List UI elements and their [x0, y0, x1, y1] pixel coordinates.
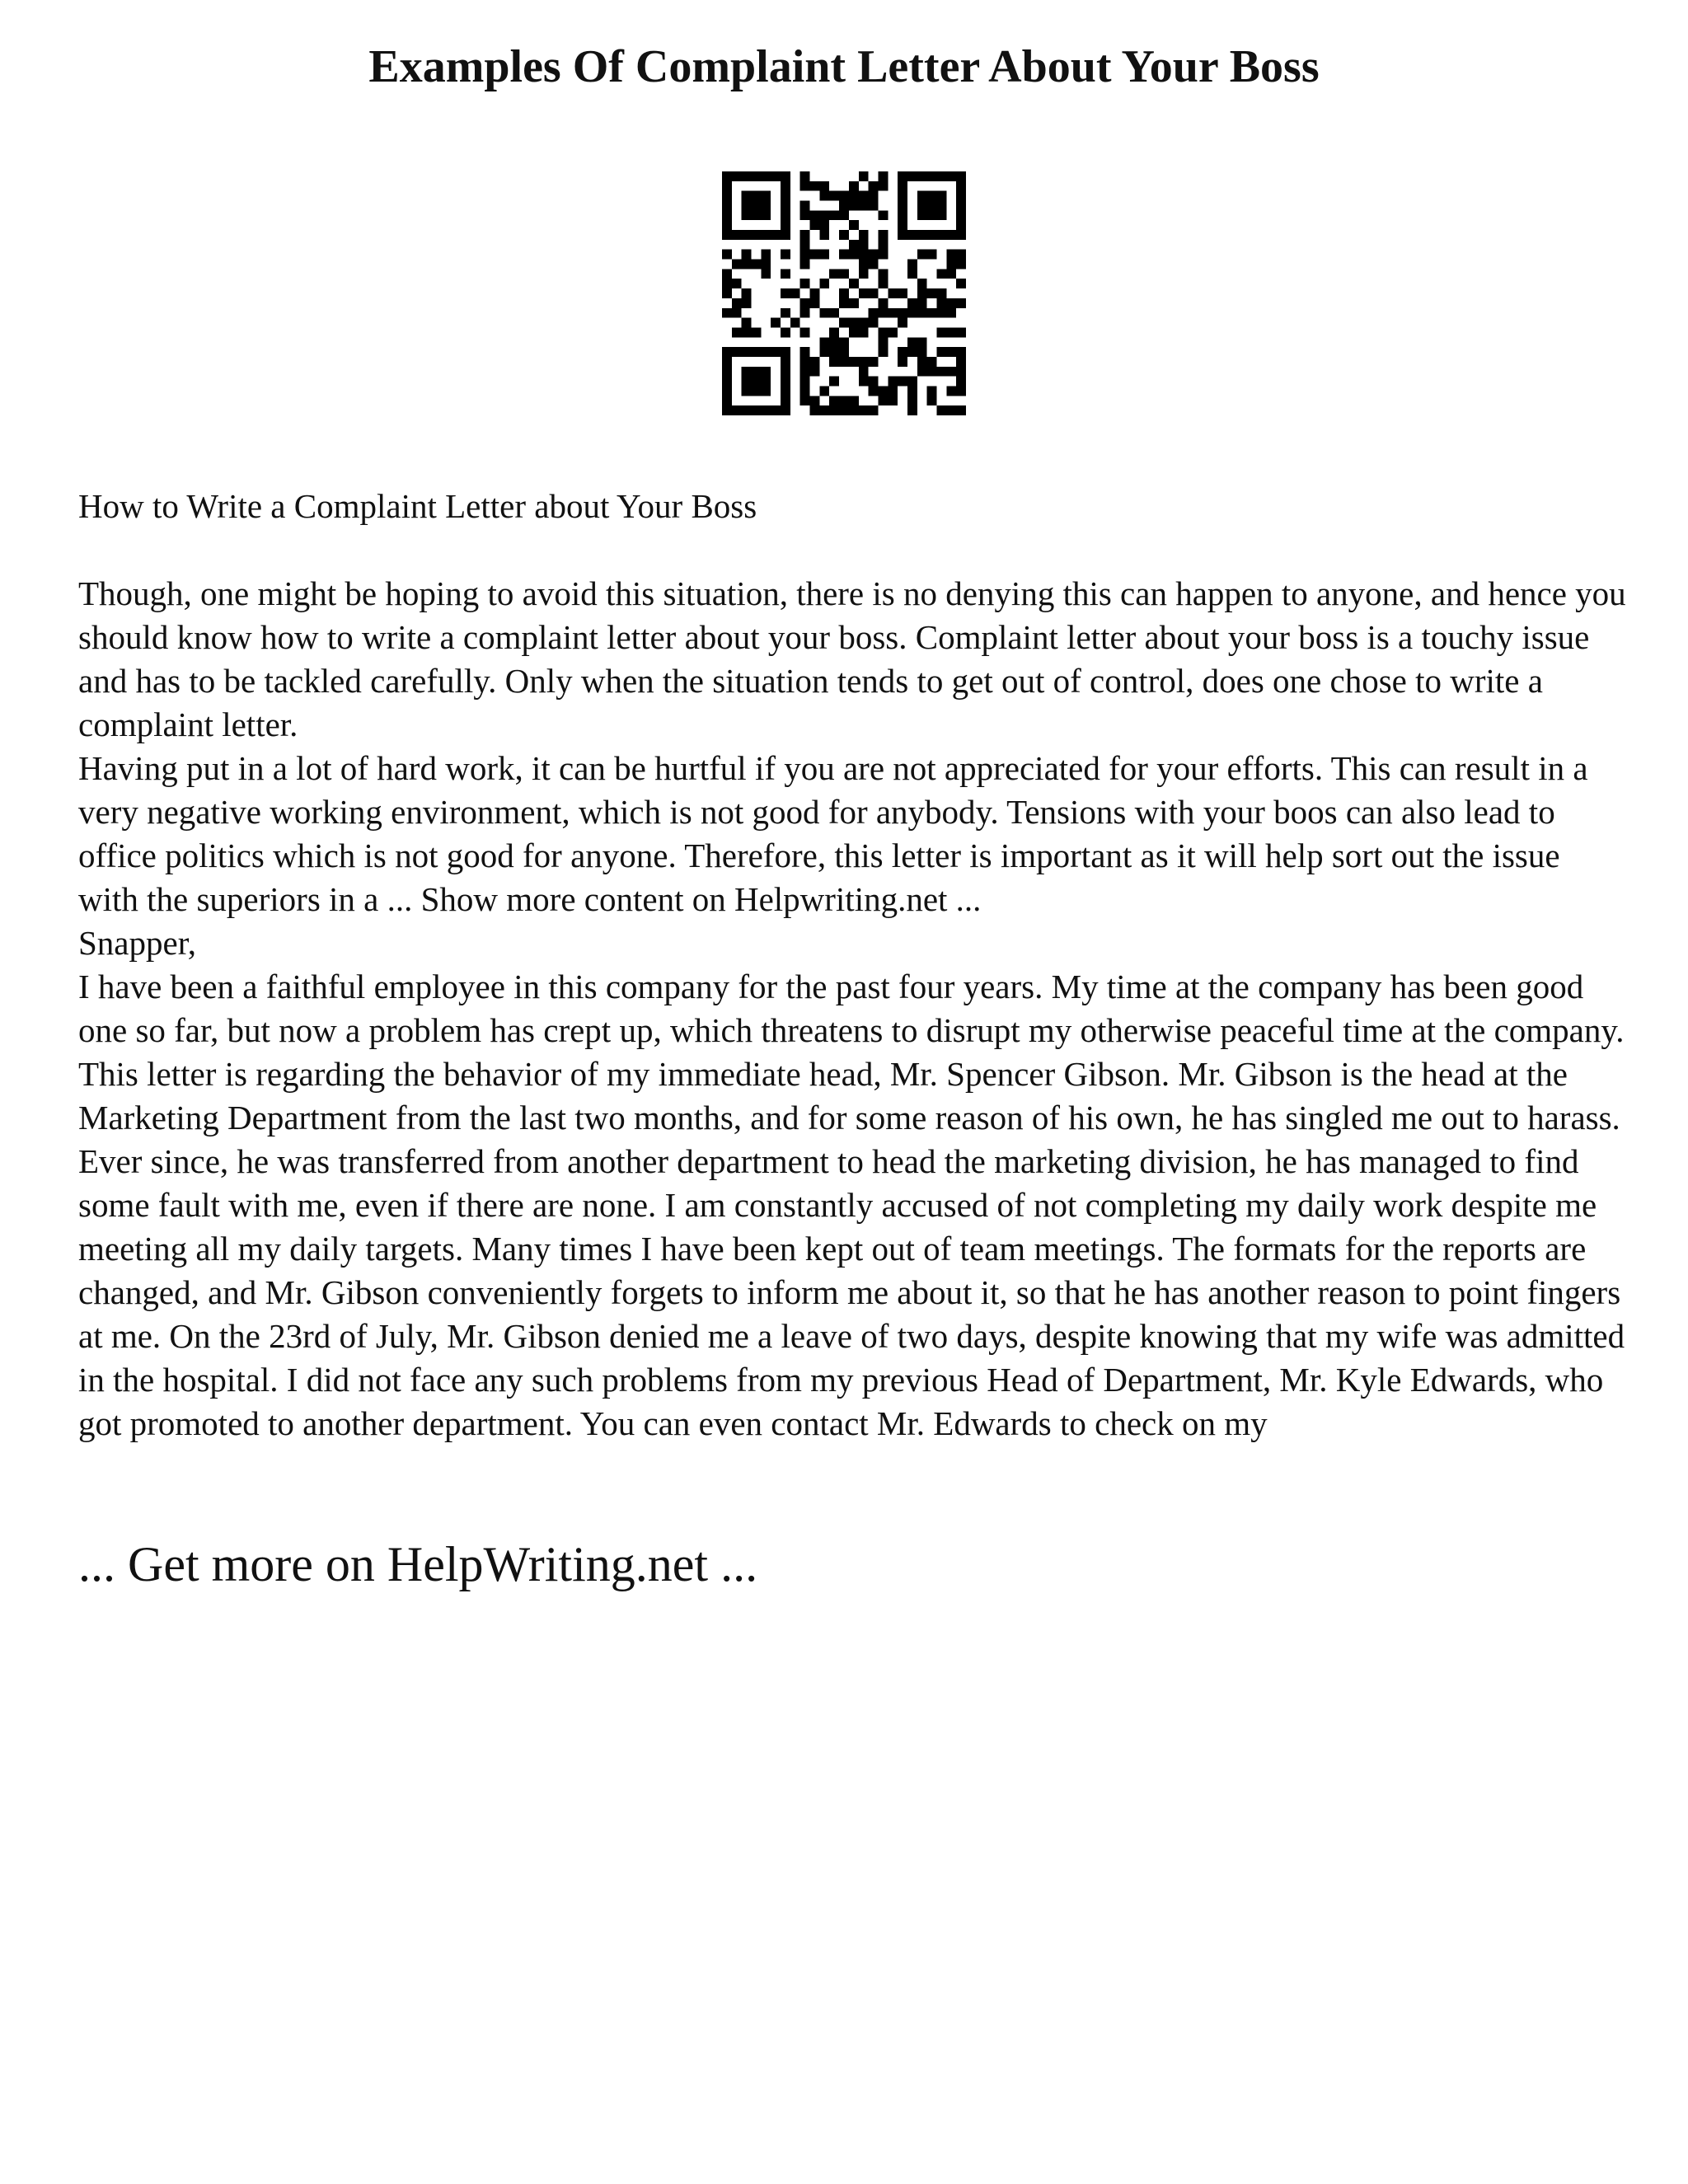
qr-module	[936, 308, 946, 318]
qr-module	[829, 337, 839, 347]
qr-module	[742, 250, 752, 260]
qr-module	[800, 377, 810, 387]
qr-module	[927, 386, 937, 396]
qr-module	[946, 260, 956, 269]
qr-module	[800, 386, 810, 396]
qr-module	[907, 298, 917, 308]
qr-module	[859, 327, 869, 337]
qr-module	[878, 250, 888, 260]
qr-code-icon	[722, 171, 966, 415]
qr-module	[849, 396, 859, 405]
bottom-left-finder	[722, 357, 732, 405]
qr-module	[819, 308, 829, 318]
qr-module	[839, 288, 849, 298]
top-right-finder	[898, 171, 966, 181]
qr-module	[839, 318, 849, 328]
qr-module	[859, 250, 869, 260]
qr-module	[732, 260, 742, 269]
bottom-left-finder	[722, 347, 790, 357]
qr-module	[936, 269, 946, 279]
qr-module	[790, 288, 800, 298]
qr-module	[907, 260, 917, 269]
qr-module	[839, 250, 849, 260]
qr-module	[839, 191, 849, 201]
qr-module	[927, 250, 937, 260]
qr-module	[956, 386, 966, 396]
timing-module	[878, 230, 888, 240]
qr-module	[917, 308, 927, 318]
qr-module	[800, 347, 810, 357]
qr-module	[849, 240, 859, 250]
top-left-finder	[722, 181, 732, 230]
qr-module	[819, 279, 829, 288]
qr-module	[859, 288, 869, 298]
qr-module	[859, 260, 869, 269]
qr-module	[810, 396, 820, 405]
qr-module	[742, 288, 752, 298]
page-title: Examples Of Complaint Letter About Your Boss	[368, 41, 1320, 92]
qr-module	[946, 250, 956, 260]
qr-module	[869, 405, 879, 415]
qr-module	[859, 240, 869, 250]
qr-module	[917, 367, 927, 377]
qr-module	[819, 347, 829, 357]
qr-module	[839, 201, 849, 211]
qr-module	[849, 191, 859, 201]
qr-module	[917, 279, 927, 288]
qr-module	[878, 327, 888, 337]
qr-module	[839, 396, 849, 405]
qr-module	[917, 357, 927, 367]
qr-module	[839, 269, 849, 279]
qr-module	[888, 386, 898, 396]
qr-module	[829, 347, 839, 357]
qr-module	[800, 181, 810, 191]
qr-module	[956, 250, 966, 260]
bottom-left-finder	[722, 405, 790, 415]
qr-module	[829, 191, 839, 201]
qr-module	[878, 347, 888, 357]
qr-module	[859, 191, 869, 201]
qr-module	[722, 279, 732, 288]
qr-module	[849, 201, 859, 211]
qr-module	[869, 357, 879, 367]
qr-module	[946, 327, 956, 337]
qr-module	[810, 210, 820, 220]
qr-module	[917, 288, 927, 298]
qr-module	[800, 240, 810, 250]
qr-module	[878, 171, 888, 181]
qr-module	[849, 318, 859, 328]
qr-module	[956, 279, 966, 288]
qr-module	[869, 288, 879, 298]
qr-module	[722, 308, 732, 318]
qr-module	[771, 318, 781, 328]
qr-module	[907, 377, 917, 387]
qr-module	[898, 308, 907, 318]
qr-module	[800, 396, 810, 405]
qr-module	[761, 250, 771, 260]
timing-module	[859, 230, 869, 240]
qr-module	[917, 337, 927, 347]
qr-module	[878, 181, 888, 191]
timing-module	[781, 327, 790, 337]
qr-module	[819, 210, 829, 220]
qr-module	[859, 269, 869, 279]
document-subtitle: How to Write a Complaint Letter about Your Boss	[78, 487, 757, 525]
qr-module	[878, 386, 888, 396]
top-left-finder	[781, 181, 790, 230]
qr-module	[898, 347, 907, 357]
qr-module	[839, 298, 849, 308]
qr-module	[907, 269, 917, 279]
qr-module	[800, 171, 810, 181]
qr-module	[869, 181, 879, 191]
top-left-finder	[722, 230, 790, 240]
qr-module	[907, 337, 917, 347]
qr-module	[907, 308, 917, 318]
qr-module	[829, 327, 839, 337]
qr-module	[888, 288, 898, 298]
qr-module	[927, 367, 937, 377]
qr-module	[810, 181, 820, 191]
qr-module	[819, 405, 829, 415]
qr-module	[810, 220, 820, 230]
qr-module	[829, 357, 839, 367]
qr-module	[869, 308, 879, 318]
qr-module	[761, 260, 771, 269]
qr-module	[829, 210, 839, 220]
paragraph-2: Having put in a lot of hard work, it can be hurtful if you are not appreciated for your efforts. This can result in a very negative working environment, which is not good for anybody. Tensions with your boos can also lead to office politics which is not good for anyone. Therefore, this letter is important as it will help sort out the issue with the superiors in a ... Show more content on Helpwriting.net ...	[78, 749, 1588, 918]
qr-module	[800, 279, 810, 288]
qr-module	[800, 327, 810, 337]
qr-module	[946, 405, 956, 415]
qr-module	[810, 357, 820, 367]
qr-module	[917, 250, 927, 260]
top-right-finder	[898, 230, 966, 240]
qr-module	[800, 357, 810, 367]
qr-module	[849, 181, 859, 191]
qr-module	[936, 288, 946, 298]
qr-module	[859, 405, 869, 415]
qr-module	[829, 308, 839, 318]
qr-module	[888, 308, 898, 318]
qr-module	[819, 250, 829, 260]
timing-module	[819, 230, 829, 240]
qr-module	[810, 367, 820, 377]
qr-module	[810, 250, 820, 260]
qr-module	[946, 298, 956, 308]
qr-module	[849, 405, 859, 415]
qr-module	[878, 308, 888, 318]
qr-module	[878, 210, 888, 220]
paragraph-3: Snapper,	[78, 924, 196, 962]
qr-module	[956, 260, 966, 269]
qr-module	[898, 318, 907, 328]
qr-module	[732, 308, 742, 318]
qr-module	[819, 337, 829, 347]
qr-module	[829, 405, 839, 415]
qr-module	[849, 298, 859, 308]
qr-module	[869, 318, 879, 328]
top-right-finder	[956, 181, 966, 230]
qr-module	[888, 377, 898, 387]
qr-module	[878, 396, 888, 405]
qr-module	[859, 171, 869, 181]
qr-module	[732, 327, 742, 337]
qr-module	[859, 357, 869, 367]
qr-module	[819, 191, 829, 201]
document-body	[78, 485, 1628, 1446]
qr-module	[752, 327, 762, 337]
qr-module	[878, 298, 888, 308]
qr-module	[839, 347, 849, 357]
qr-module	[859, 367, 869, 377]
qr-module	[732, 279, 742, 288]
qr-module	[819, 386, 829, 396]
qr-module	[869, 377, 879, 387]
timing-module	[781, 308, 790, 318]
qr-module	[936, 327, 946, 337]
qr-module	[742, 298, 752, 308]
qr-module	[810, 298, 820, 308]
qr-module	[829, 396, 839, 405]
qr-module	[752, 260, 762, 269]
qr-module	[800, 250, 810, 260]
qr-module	[849, 250, 859, 260]
qr-module	[878, 240, 888, 250]
qr-module	[819, 220, 829, 230]
qr-module	[859, 377, 869, 387]
qr-module	[956, 298, 966, 308]
qr-module	[907, 347, 917, 357]
qr-module	[869, 386, 879, 396]
qr-module	[810, 288, 820, 298]
qr-module	[800, 201, 810, 211]
qr-module	[956, 357, 966, 367]
qr-module	[907, 396, 917, 405]
qr-module	[732, 298, 742, 308]
qr-module	[956, 377, 966, 387]
qr-module	[800, 298, 810, 308]
qr-module	[888, 327, 898, 337]
top-right-finder	[898, 181, 907, 230]
timing-module	[839, 230, 849, 240]
top-right-finder	[917, 191, 947, 221]
qr-module	[936, 405, 946, 415]
qr-module	[878, 279, 888, 288]
qr-module	[742, 327, 752, 337]
qr-module	[849, 279, 859, 288]
qr-module	[927, 396, 937, 405]
top-left-finder	[742, 191, 771, 221]
qr-module	[829, 377, 839, 387]
qr-module	[849, 327, 859, 337]
qr-module	[956, 405, 966, 415]
qr-module	[742, 260, 752, 269]
qr-module	[927, 308, 937, 318]
qr-module	[898, 288, 907, 298]
qr-module	[800, 308, 810, 318]
timing-module	[781, 250, 790, 260]
qr-module	[839, 210, 849, 220]
qr-module	[907, 386, 917, 396]
qr-module	[839, 337, 849, 347]
qr-module	[907, 405, 917, 415]
qr-module	[898, 377, 907, 387]
qr-module	[927, 357, 937, 367]
qr-module	[869, 260, 879, 269]
qr-module	[849, 220, 859, 230]
qr-module	[946, 269, 956, 279]
qr-module	[829, 269, 839, 279]
qr-module	[859, 318, 869, 328]
qr-module	[946, 308, 956, 318]
qr-module	[946, 347, 956, 357]
qr-module	[849, 357, 859, 367]
qr-module	[936, 298, 946, 308]
qr-module	[917, 298, 927, 308]
qr-module	[742, 318, 752, 328]
qr-module	[936, 367, 946, 377]
bottom-left-finder	[742, 367, 771, 396]
timing-module	[781, 288, 790, 298]
qr-module	[946, 367, 956, 377]
qr-module	[956, 367, 966, 377]
qr-module	[810, 405, 820, 415]
qr-module	[722, 269, 732, 279]
qr-module	[800, 367, 810, 377]
qr-module	[819, 181, 829, 191]
qr-module	[878, 269, 888, 279]
qr-module	[927, 288, 937, 298]
top-left-finder	[722, 171, 790, 181]
qr-module	[898, 357, 907, 367]
qr-module	[722, 250, 732, 260]
get-more-link[interactable]: ... Get more on HelpWriting.net ...	[78, 1537, 758, 1591]
qr-module	[917, 347, 927, 357]
qr-module	[869, 191, 879, 201]
qr-module	[790, 318, 800, 328]
qr-module	[869, 201, 879, 211]
qr-module	[946, 386, 956, 396]
qr-module	[800, 210, 810, 220]
qr-module	[839, 405, 849, 415]
timing-module	[781, 269, 790, 279]
qr-module	[956, 347, 966, 357]
qr-module	[936, 347, 946, 357]
paragraph-5: Ever since, he was transferred from another department to head the marketing division, he has managed to find some fault with me, even if there are none. I am constantly accused of not completing my daily work despite me meeting all my daily targets. Many times I have been kept out of team meetings. The formats for the reports are changed, and Mr. Gibson conveniently forgets to inform me about it, so that he has another reason to point fingers at me. On the 23rd of July, Mr. Gibson denied me a leave of two days, despite knowing that my wife was admitted in the hospital. I did not face any such problems from my previous Head of Department, Mr. Kyle Edwards, who got promoted to another department. You can even contact Mr. Edwards to check on my	[78, 1142, 1625, 1442]
qr-module	[878, 337, 888, 347]
paragraph-1: Though, one might be hoping to avoid this situation, there is no denying this can happen to anyone, and hence you should know how to write a complaint letter about your boss. Complaint letter about your boss is a touchy issue and has to be tackled carefully. Only when the situation tends to get out of control, does one chose to write a complaint letter.	[78, 574, 1626, 743]
qr-module	[956, 327, 966, 337]
timing-module	[800, 230, 810, 240]
qr-module	[800, 260, 810, 269]
qr-module	[869, 250, 879, 260]
qr-module	[859, 201, 869, 211]
qr-module	[761, 269, 771, 279]
paragraph-4: I have been a faithful employee in this company for the past four years. My time at the company has been good one so far, but now a problem has crept up, which threatens to disrupt my otherwise peaceful time at the company. This letter is regarding the behavior of my immediate head, Mr. Spencer Gibson. Mr. Gibson is the head at the Marketing Department from the last two months, and for some reason of his own, he has singled me out to harass.	[78, 968, 1625, 1137]
qr-module	[722, 288, 732, 298]
bottom-left-finder	[781, 357, 790, 405]
qr-module	[888, 396, 898, 405]
qr-module	[839, 357, 849, 367]
